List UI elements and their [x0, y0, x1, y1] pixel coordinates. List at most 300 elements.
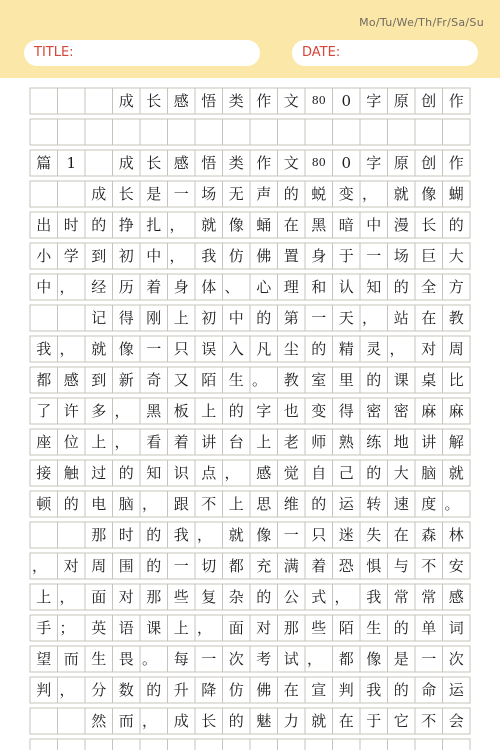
grid-char: 森: [421, 526, 437, 544]
grid-char: ，: [169, 216, 185, 234]
grid-char: 漫: [393, 216, 409, 234]
grid-char: 巨: [421, 247, 437, 265]
grid-char: 升: [173, 681, 189, 699]
grid-char: 只: [173, 340, 189, 358]
grid-char: 面: [91, 588, 107, 606]
grid-char: 了: [36, 402, 52, 420]
grid-char: 的: [311, 495, 327, 513]
grid-char: 对: [63, 557, 79, 575]
grid-char: 。: [142, 650, 158, 668]
grid-char: 的: [256, 309, 272, 327]
grid-char: 就: [228, 526, 244, 544]
grid-char: 。: [444, 495, 460, 513]
grid-char: 奇: [146, 371, 162, 389]
grid-char: 运: [338, 495, 354, 513]
grid-char: 都: [338, 650, 354, 668]
grid-char: 作: [448, 92, 464, 110]
grid-char: 大: [393, 464, 409, 482]
grid-char: 一: [311, 309, 327, 327]
grid-char: ，: [142, 712, 158, 730]
grid-char: 降: [201, 681, 217, 699]
grid-char: 试: [283, 650, 299, 668]
grid-char: 讲: [201, 433, 217, 451]
grid-char: 杂: [228, 588, 244, 606]
grid-char: 桌: [421, 371, 437, 389]
grid-char: 体: [201, 278, 217, 296]
grid-char: 篇: [36, 154, 52, 172]
grid-char: 类: [228, 154, 244, 172]
grid-char: 复: [201, 588, 217, 606]
grid-char: 密: [366, 402, 382, 420]
grid-char: 的: [146, 526, 162, 544]
grid-char: 看: [146, 433, 162, 451]
grid-char: 熟: [338, 433, 354, 451]
grid-char: 初: [201, 309, 217, 327]
grid-char: 也: [283, 402, 299, 420]
grid-char: 都: [228, 557, 244, 575]
grid-char: 原: [393, 154, 409, 172]
grid-char: 天: [338, 309, 354, 327]
grid-char: 上: [36, 588, 52, 606]
grid-char: 变: [338, 185, 354, 203]
grid-char: 时: [118, 526, 134, 544]
grid-char: 作: [448, 154, 464, 172]
grid-char: ，: [59, 278, 75, 296]
grid-char: 讲: [421, 433, 437, 451]
grid-char: 字: [256, 402, 272, 420]
grid-char: ，: [169, 247, 185, 265]
grid-char: 一: [201, 650, 217, 668]
grid-char: 着: [173, 433, 189, 451]
grid-char: 的: [228, 712, 244, 730]
grid-char: 场: [393, 247, 409, 265]
grid-char: 入: [228, 340, 244, 358]
grid-char: 不: [421, 557, 437, 575]
grid-char: 比: [448, 371, 464, 389]
grid-char: 过: [91, 464, 107, 482]
grid-char: 不: [421, 712, 437, 730]
grid-char: 它: [393, 712, 409, 730]
grid-char: 暗: [338, 216, 354, 234]
grid-char: 解: [448, 433, 464, 451]
grid-char: 长: [201, 712, 217, 730]
grid-char: 电: [91, 495, 107, 513]
grid-char: 心: [256, 278, 272, 296]
grid-char: ，: [197, 526, 213, 544]
grid-char: 在: [421, 309, 437, 327]
grid-char: 的: [393, 278, 409, 296]
grid-char: 识: [173, 464, 189, 482]
grid-char: 就: [393, 185, 409, 203]
grid-char: 板: [173, 402, 189, 420]
grid-char: 上: [228, 495, 244, 513]
grid-char: 创: [421, 92, 437, 110]
grid-char: 力: [283, 712, 299, 730]
grid-char: 站: [393, 309, 409, 327]
date-field[interactable]: DATE:: [292, 40, 478, 66]
grid-char: 、: [224, 278, 240, 296]
grid-char: 中: [366, 216, 382, 234]
grid-char: 置: [283, 247, 299, 265]
grid-char: 像: [228, 216, 244, 234]
grid-char: 认: [338, 278, 354, 296]
grid-char: ，: [362, 185, 378, 203]
grid-char: 悟: [201, 154, 217, 172]
grid-char: 转: [366, 495, 382, 513]
grid-char: 到: [91, 247, 107, 265]
grid-char: 学: [63, 247, 79, 265]
grid-char: 场: [201, 185, 217, 203]
grid-char: 位: [63, 433, 79, 451]
grid-char: 字: [366, 154, 382, 172]
grid-char: ，: [59, 340, 75, 358]
grid-char: 室: [311, 371, 327, 389]
grid-char: 得: [118, 309, 134, 327]
grid-char: 面: [228, 619, 244, 637]
grid-char: 大: [448, 247, 464, 265]
grid-char: 就: [311, 712, 327, 730]
grid-char: 原: [393, 92, 409, 110]
grid-char: 和: [311, 278, 327, 296]
grid-char: 的: [118, 464, 134, 482]
grid-char: 声: [256, 185, 272, 203]
grid-char: 老: [283, 433, 299, 451]
grid-char: 到: [91, 371, 107, 389]
grid-char: 次: [228, 650, 244, 668]
grid-char: 像: [421, 185, 437, 203]
grid-char: 像: [118, 340, 134, 358]
grid-char: 里: [338, 371, 354, 389]
grid-char: 挣: [118, 216, 134, 234]
grid-char: 教: [448, 309, 464, 327]
grid-char: 中: [146, 247, 162, 265]
grid-char: 安: [448, 557, 464, 575]
grid-char: 尘: [283, 340, 299, 358]
grid-char: 就: [448, 464, 464, 482]
grid-char: 上: [91, 433, 107, 451]
grid-char: 许: [63, 402, 79, 420]
grid-char: 知: [146, 464, 162, 482]
grid-char: 周: [91, 557, 107, 575]
grid-char: 公: [283, 588, 299, 606]
grid-char: 命: [421, 681, 437, 699]
grid-char: 不: [201, 495, 217, 513]
grid-char: 度: [421, 495, 437, 513]
grid-char: 一: [146, 340, 162, 358]
grid-char: 数: [118, 681, 134, 699]
grid-char: 感: [448, 588, 464, 606]
grid-char: 的: [228, 402, 244, 420]
grid-char: 在: [393, 526, 409, 544]
grid-char: 惧: [366, 557, 382, 575]
grid-char: 对: [256, 619, 272, 637]
writing-paper: [0, 78, 500, 750]
grid-char: 每: [173, 650, 189, 668]
title-field[interactable]: TITLE:: [24, 40, 260, 66]
grid-char: 的: [283, 185, 299, 203]
grid-char: 。: [252, 371, 268, 389]
grid-char: 生: [366, 619, 382, 637]
grid-char: 的: [393, 619, 409, 637]
grid-char: 感: [173, 154, 189, 172]
grid-char: 时: [63, 216, 79, 234]
grid-char: 与: [393, 557, 409, 575]
grid-char: 一: [173, 185, 189, 203]
grid-char: 切: [201, 557, 217, 575]
grid-char: ，: [362, 309, 378, 327]
grid-char: 长: [146, 92, 162, 110]
grid-char: 陌: [201, 371, 217, 389]
grid-char: 着: [311, 557, 327, 575]
grid-char: 无: [228, 185, 244, 203]
grid-char: 一: [366, 247, 382, 265]
grid-char: 宣: [311, 681, 327, 699]
grid-char: 是: [393, 650, 409, 668]
grid-char: 常: [393, 588, 409, 606]
grid-char: 一: [283, 526, 299, 544]
grid-char: 类: [228, 92, 244, 110]
grid-char: 字: [366, 92, 382, 110]
grid-char: 像: [366, 650, 382, 668]
grid-char: 林: [448, 526, 464, 544]
grid-char: 我: [201, 247, 217, 265]
grid-char: ，: [307, 650, 323, 668]
grid-char: 畏: [118, 650, 134, 668]
grid-char: 上: [173, 309, 189, 327]
grid-char: 知: [366, 278, 382, 296]
grid-char: 第: [283, 309, 299, 327]
grid-char: 理: [283, 278, 299, 296]
grid-char: 变: [311, 402, 327, 420]
grid-char: 误: [201, 340, 217, 358]
grid-char: 的: [366, 464, 382, 482]
grid-char: 上: [256, 433, 272, 451]
grid-char: ，: [142, 495, 158, 513]
grid-char: 密: [393, 402, 409, 420]
grid-char: 仿: [228, 681, 244, 699]
grid-char: 课: [393, 371, 409, 389]
grid-char: 80: [311, 94, 326, 107]
grid-char: 中: [36, 278, 52, 296]
grid-char: 蜕: [311, 185, 327, 203]
grid-char: 我: [173, 526, 189, 544]
grid-char: 新: [118, 371, 134, 389]
grid-char: 身: [311, 247, 327, 265]
grid-char: 全: [421, 278, 437, 296]
grid-char: 成: [118, 154, 134, 172]
grid-char: 1: [66, 154, 77, 172]
grid-char: 黑: [311, 216, 327, 234]
grid-char: 单: [421, 619, 437, 637]
grid-char: 的: [146, 557, 162, 575]
grid-char: 80: [311, 156, 326, 169]
grid-char: 望: [36, 650, 52, 668]
grid-char: ，: [114, 402, 130, 420]
grid-char: 点: [201, 464, 217, 482]
grid-char: 思: [256, 495, 272, 513]
grid-char: 出: [36, 216, 52, 234]
grid-char: 教: [283, 371, 299, 389]
grid-char: 长: [118, 185, 134, 203]
grid-char: 佛: [256, 681, 272, 699]
grid-char: 方: [448, 278, 464, 296]
grid-char: 运: [448, 681, 464, 699]
grid-char: 黑: [146, 402, 162, 420]
grid-char: 像: [256, 526, 272, 544]
grid-char: 成: [173, 712, 189, 730]
grid-char: 跟: [173, 495, 189, 513]
grid-char: 佛: [256, 247, 272, 265]
grid-char: 地: [393, 433, 409, 451]
grid-char: 的: [393, 681, 409, 699]
grid-char: 台: [228, 433, 244, 451]
grid-char: 而: [118, 712, 134, 730]
grid-char: 失: [366, 526, 382, 544]
grid-char: 常: [421, 588, 437, 606]
grid-char: 的: [366, 371, 382, 389]
grid-char: 式: [311, 588, 327, 606]
grid-char: 经: [91, 278, 107, 296]
grid-char: 长: [421, 216, 437, 234]
grid-char: 触: [63, 464, 79, 482]
grid-char: 那: [91, 526, 107, 544]
grid-char: 会: [448, 712, 464, 730]
grid-char: 都: [36, 371, 52, 389]
grid-char: 的: [311, 340, 327, 358]
grid-char: 凡: [256, 340, 272, 358]
grid-char: 我: [366, 681, 382, 699]
grid-char: 维: [283, 495, 299, 513]
grid-char: 多: [91, 402, 107, 420]
grid-char: 语: [118, 619, 134, 637]
grid-char: 蛹: [256, 216, 272, 234]
grid-char: 迷: [338, 526, 354, 544]
grid-char: 然: [91, 712, 107, 730]
grid-char: 脑: [118, 495, 134, 513]
grid-char: 成: [118, 92, 134, 110]
grid-char: 判: [338, 681, 354, 699]
grid-char: 觉: [283, 464, 299, 482]
grid-char: 在: [338, 712, 354, 730]
grid-char: 一: [421, 650, 437, 668]
grid-char: 上: [201, 402, 217, 420]
grid-char: 速: [393, 495, 409, 513]
grid-char: ，: [59, 588, 75, 606]
grid-char: 0: [341, 92, 352, 110]
grid-char: 围: [118, 557, 134, 575]
grid-char: 长: [146, 154, 162, 172]
grid-char: 是: [146, 185, 162, 203]
grid-char: 周: [448, 340, 464, 358]
grid-char: 课: [146, 619, 162, 637]
weekday-selector: Mo/Tu/We/Th/Fr/Sa/Su: [359, 16, 484, 29]
grid-char: 判: [36, 681, 52, 699]
grid-char: ，: [197, 619, 213, 637]
grid-char: 在: [283, 681, 299, 699]
grid-char: 身: [173, 278, 189, 296]
grid-char: 生: [228, 371, 244, 389]
grid-char: 满: [283, 557, 299, 575]
grid-char: 精: [338, 340, 354, 358]
grid-char: 而: [63, 650, 79, 668]
grid-char: 我: [36, 340, 52, 358]
grid-char: ，: [334, 588, 350, 606]
grid-char: 感: [256, 464, 272, 482]
grid-char: 对: [118, 588, 134, 606]
grid-char: 接: [36, 464, 52, 482]
grid-char: 又: [173, 371, 189, 389]
grid-char: 于: [338, 247, 354, 265]
grid-char: 扎: [146, 216, 162, 234]
grid-char: ，: [389, 340, 405, 358]
grid-char: 历: [118, 278, 134, 296]
grid-char: 英: [91, 619, 107, 637]
grid-char: 得: [338, 402, 354, 420]
grid-char: 记: [91, 309, 107, 327]
grid-char: 我: [366, 588, 382, 606]
grid-char: 灵: [366, 340, 382, 358]
grid-char: 0: [341, 154, 352, 172]
grid-char: 的: [256, 588, 272, 606]
grid-char: 在: [283, 216, 299, 234]
grid-char: 蝴: [448, 185, 464, 203]
grid-char: 练: [366, 433, 382, 451]
grid-char: 仿: [228, 247, 244, 265]
grid-char: 的: [63, 495, 79, 513]
grid-char: 那: [146, 588, 162, 606]
grid-char: 上: [173, 619, 189, 637]
grid-char: 麻: [421, 402, 437, 420]
grid-char: 着: [146, 278, 162, 296]
grid-char: 座: [36, 433, 52, 451]
grid-char: 文: [283, 154, 299, 172]
grid-char: 考: [256, 650, 272, 668]
grid-char: 悟: [201, 92, 217, 110]
grid-char: 的: [448, 216, 464, 234]
grid-char: 只: [311, 526, 327, 544]
grid-char: 作: [256, 92, 272, 110]
grid-char: ，: [32, 557, 48, 575]
grid-char: 次: [448, 650, 464, 668]
grid-char: 作: [256, 154, 272, 172]
grid-char: 的: [146, 681, 162, 699]
grid-char: 对: [421, 340, 437, 358]
grid-char: 就: [201, 216, 217, 234]
grid-char: 恐: [338, 557, 354, 575]
grid-char: 创: [421, 154, 437, 172]
grid-char: 感: [173, 92, 189, 110]
grid-char: 己: [338, 464, 354, 482]
grid-char: 那: [283, 619, 299, 637]
grid-char: 就: [91, 340, 107, 358]
grid-char: ；: [59, 619, 75, 637]
grid-char: 脑: [421, 464, 437, 482]
grid-char: 于: [366, 712, 382, 730]
grid-char: 些: [311, 619, 327, 637]
grid-char: ，: [59, 681, 75, 699]
grid-char: 感: [63, 371, 79, 389]
grid-char: 陌: [338, 619, 354, 637]
grid-char: 中: [228, 309, 244, 327]
grid-char: 初: [118, 247, 134, 265]
grid-char: 成: [91, 185, 107, 203]
grid-char: 魅: [256, 712, 272, 730]
grid-char: 些: [173, 588, 189, 606]
grid-char: 词: [448, 619, 464, 637]
grid-char: 充: [256, 557, 272, 575]
grid-char: 顿: [36, 495, 52, 513]
grid-char: 小: [36, 247, 52, 265]
